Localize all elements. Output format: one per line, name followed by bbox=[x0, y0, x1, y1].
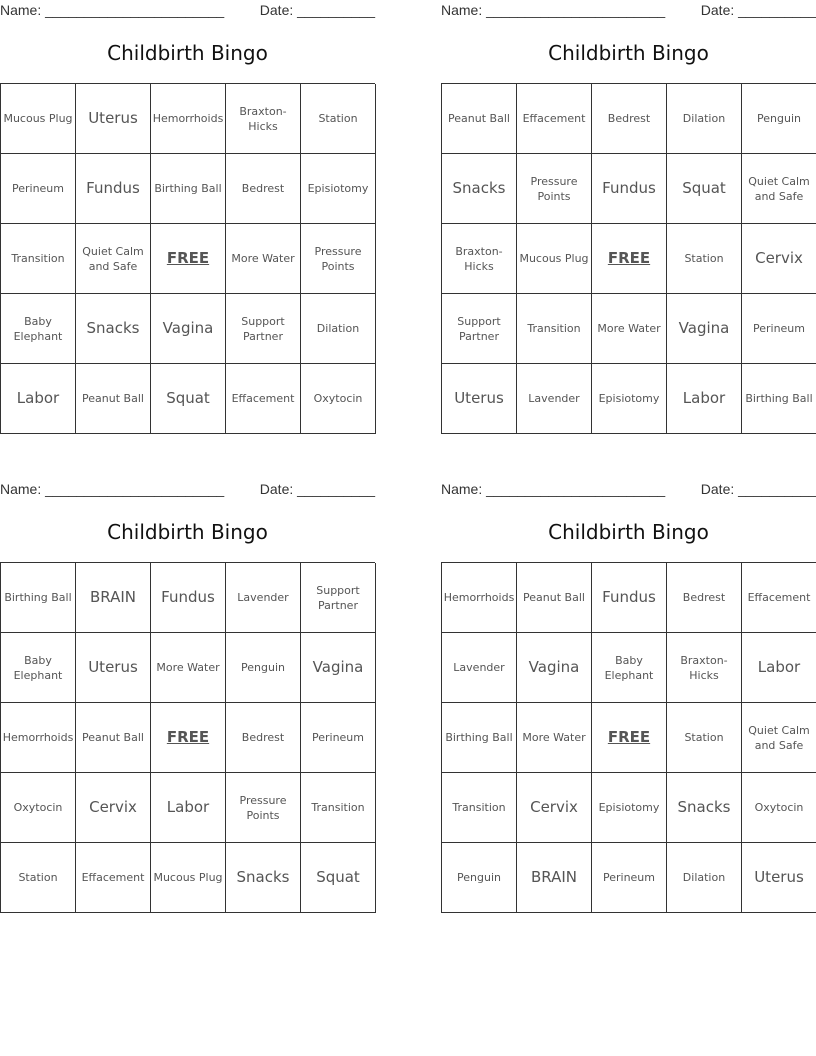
header-fields bbox=[0, 2, 375, 20]
bingo-cell: Birthing Ball bbox=[442, 703, 517, 773]
bingo-card-3 bbox=[0, 479, 375, 914]
bingo-cell: Lavender bbox=[442, 633, 517, 703]
bingo-cell: Transition bbox=[1, 224, 76, 294]
bingo-cell: Vagina bbox=[667, 294, 742, 364]
bingo-cell: Oxytocin bbox=[1, 773, 76, 843]
bingo-cell: Quiet Calm and Safe bbox=[742, 703, 816, 773]
bingo-card-4 bbox=[441, 479, 816, 914]
bingo-cell: Fundus bbox=[151, 563, 226, 633]
name-field: Name: _______________________ bbox=[441, 2, 666, 18]
bingo-cell: Episiotomy bbox=[592, 364, 667, 434]
free-space: FREE bbox=[592, 703, 667, 773]
bingo-cell: Pressure Points bbox=[517, 154, 592, 224]
bingo-cell: Labor bbox=[1, 364, 76, 434]
bingo-cell: BRAIN bbox=[76, 563, 151, 633]
bingo-cell: Transition bbox=[301, 773, 376, 843]
name-field: Name: _______________________ bbox=[441, 481, 666, 497]
card-title: Childbirth Bingo bbox=[548, 41, 709, 65]
bingo-cell: More Water bbox=[226, 224, 301, 294]
bingo-cell: Vagina bbox=[301, 633, 376, 703]
bingo-cell: Snacks bbox=[667, 773, 742, 843]
card-title: Childbirth Bingo bbox=[548, 520, 709, 544]
bingo-cell: Quiet Calm and Safe bbox=[742, 154, 816, 224]
bingo-cell: Fundus bbox=[592, 563, 667, 633]
bingo-cell: Transition bbox=[442, 773, 517, 843]
header-fields bbox=[441, 481, 816, 499]
bingo-cell: Mucous Plug bbox=[1, 84, 76, 154]
header-fields bbox=[441, 2, 816, 20]
bingo-cell: Squat bbox=[667, 154, 742, 224]
bingo-cell: More Water bbox=[592, 294, 667, 364]
bingo-cell: Vagina bbox=[151, 294, 226, 364]
bingo-cell: Cervix bbox=[517, 773, 592, 843]
bingo-cell: Station bbox=[1, 843, 76, 913]
bingo-cell: Mucous Plug bbox=[151, 843, 226, 913]
free-space: FREE bbox=[592, 224, 667, 294]
name-field: Name: _______________________ bbox=[0, 2, 225, 18]
bingo-cell: Dilation bbox=[667, 84, 742, 154]
bingo-cell: Lavender bbox=[517, 364, 592, 434]
bingo-cell: Uterus bbox=[742, 843, 816, 913]
bingo-cell: Support Partner bbox=[301, 563, 376, 633]
bingo-cell: Peanut Ball bbox=[517, 563, 592, 633]
bingo-cell: Effacement bbox=[76, 843, 151, 913]
bingo-cell: Hemorrhoids bbox=[442, 563, 517, 633]
bingo-grid bbox=[0, 83, 375, 434]
bingo-cell: Fundus bbox=[592, 154, 667, 224]
bingo-cell: Fundus bbox=[76, 154, 151, 224]
bingo-cell: Dilation bbox=[301, 294, 376, 364]
bingo-cell: Baby Elephant bbox=[1, 294, 76, 364]
bingo-cell: Station bbox=[667, 703, 742, 773]
bingo-cell: Bedrest bbox=[226, 703, 301, 773]
bingo-grid bbox=[0, 562, 375, 913]
bingo-grid bbox=[441, 562, 816, 913]
bingo-cell: Perineum bbox=[742, 294, 816, 364]
bingo-cell: Episiotomy bbox=[301, 154, 376, 224]
card-title: Childbirth Bingo bbox=[107, 520, 268, 544]
bingo-cell: Penguin bbox=[442, 843, 517, 913]
bingo-cell: Uterus bbox=[442, 364, 517, 434]
bingo-cell: Uterus bbox=[76, 633, 151, 703]
bingo-cell: Transition bbox=[517, 294, 592, 364]
bingo-cell: Baby Elephant bbox=[1, 633, 76, 703]
bingo-cell: Penguin bbox=[742, 84, 816, 154]
bingo-cell: Bedrest bbox=[667, 563, 742, 633]
date-field: Date: __________ bbox=[259, 2, 375, 18]
bingo-cell: Effacement bbox=[517, 84, 592, 154]
date-field: Date: __________ bbox=[700, 481, 816, 497]
bingo-cell: Pressure Points bbox=[226, 773, 301, 843]
bingo-cell: Peanut Ball bbox=[442, 84, 517, 154]
free-space: FREE bbox=[151, 703, 226, 773]
bingo-cell: BRAIN bbox=[517, 843, 592, 913]
bingo-cell: Perineum bbox=[301, 703, 376, 773]
date-field: Date: __________ bbox=[700, 2, 816, 18]
bingo-cell: Peanut Ball bbox=[76, 364, 151, 434]
bingo-cell: Peanut Ball bbox=[76, 703, 151, 773]
bingo-grid bbox=[441, 83, 816, 434]
bingo-cell: Effacement bbox=[226, 364, 301, 434]
bingo-cell: Pressure Points bbox=[301, 224, 376, 294]
name-field: Name: _______________________ bbox=[0, 481, 225, 497]
free-space: FREE bbox=[151, 224, 226, 294]
bingo-cell: Uterus bbox=[76, 84, 151, 154]
bingo-cell: Hemorrhoids bbox=[1, 703, 76, 773]
bingo-cell: Bedrest bbox=[592, 84, 667, 154]
date-field: Date: __________ bbox=[259, 481, 375, 497]
bingo-cell: Perineum bbox=[1, 154, 76, 224]
bingo-cell: Squat bbox=[151, 364, 226, 434]
bingo-cell: Oxytocin bbox=[301, 364, 376, 434]
header-fields bbox=[0, 481, 375, 499]
bingo-cell: Hemorrhoids bbox=[151, 84, 226, 154]
bingo-cell: Effacement bbox=[742, 563, 816, 633]
bingo-cell: Squat bbox=[301, 843, 376, 913]
bingo-cell: Quiet Calm and Safe bbox=[76, 224, 151, 294]
bingo-cell: More Water bbox=[517, 703, 592, 773]
bingo-cell: Cervix bbox=[76, 773, 151, 843]
bingo-cell: Station bbox=[301, 84, 376, 154]
bingo-cell: Mucous Plug bbox=[517, 224, 592, 294]
bingo-cell: Penguin bbox=[226, 633, 301, 703]
bingo-cell: Lavender bbox=[226, 563, 301, 633]
bingo-cell: Birthing Ball bbox=[151, 154, 226, 224]
bingo-cell: Cervix bbox=[742, 224, 816, 294]
bingo-cell: Station bbox=[667, 224, 742, 294]
bingo-cell: Dilation bbox=[667, 843, 742, 913]
bingo-cell: Oxytocin bbox=[742, 773, 816, 843]
bingo-cell: Bedrest bbox=[226, 154, 301, 224]
bingo-cell: More Water bbox=[151, 633, 226, 703]
bingo-cell: Labor bbox=[151, 773, 226, 843]
bingo-cell: Episiotomy bbox=[592, 773, 667, 843]
bingo-cell: Braxton-Hicks bbox=[442, 224, 517, 294]
bingo-cell: Labor bbox=[667, 364, 742, 434]
bingo-cell: Perineum bbox=[592, 843, 667, 913]
bingo-cell: Birthing Ball bbox=[1, 563, 76, 633]
bingo-cell: Support Partner bbox=[226, 294, 301, 364]
bingo-cell: Vagina bbox=[517, 633, 592, 703]
bingo-cell: Labor bbox=[742, 633, 816, 703]
bingo-cell: Baby Elephant bbox=[592, 633, 667, 703]
bingo-card-1 bbox=[0, 0, 375, 435]
bingo-cell: Snacks bbox=[226, 843, 301, 913]
bingo-cell: Birthing Ball bbox=[742, 364, 816, 434]
bingo-cell: Braxton-Hicks bbox=[667, 633, 742, 703]
bingo-cell: Snacks bbox=[442, 154, 517, 224]
card-title: Childbirth Bingo bbox=[107, 41, 268, 65]
bingo-cell: Support Partner bbox=[442, 294, 517, 364]
bingo-cell: Braxton-Hicks bbox=[226, 84, 301, 154]
bingo-cell: Snacks bbox=[76, 294, 151, 364]
bingo-card-2 bbox=[441, 0, 816, 435]
